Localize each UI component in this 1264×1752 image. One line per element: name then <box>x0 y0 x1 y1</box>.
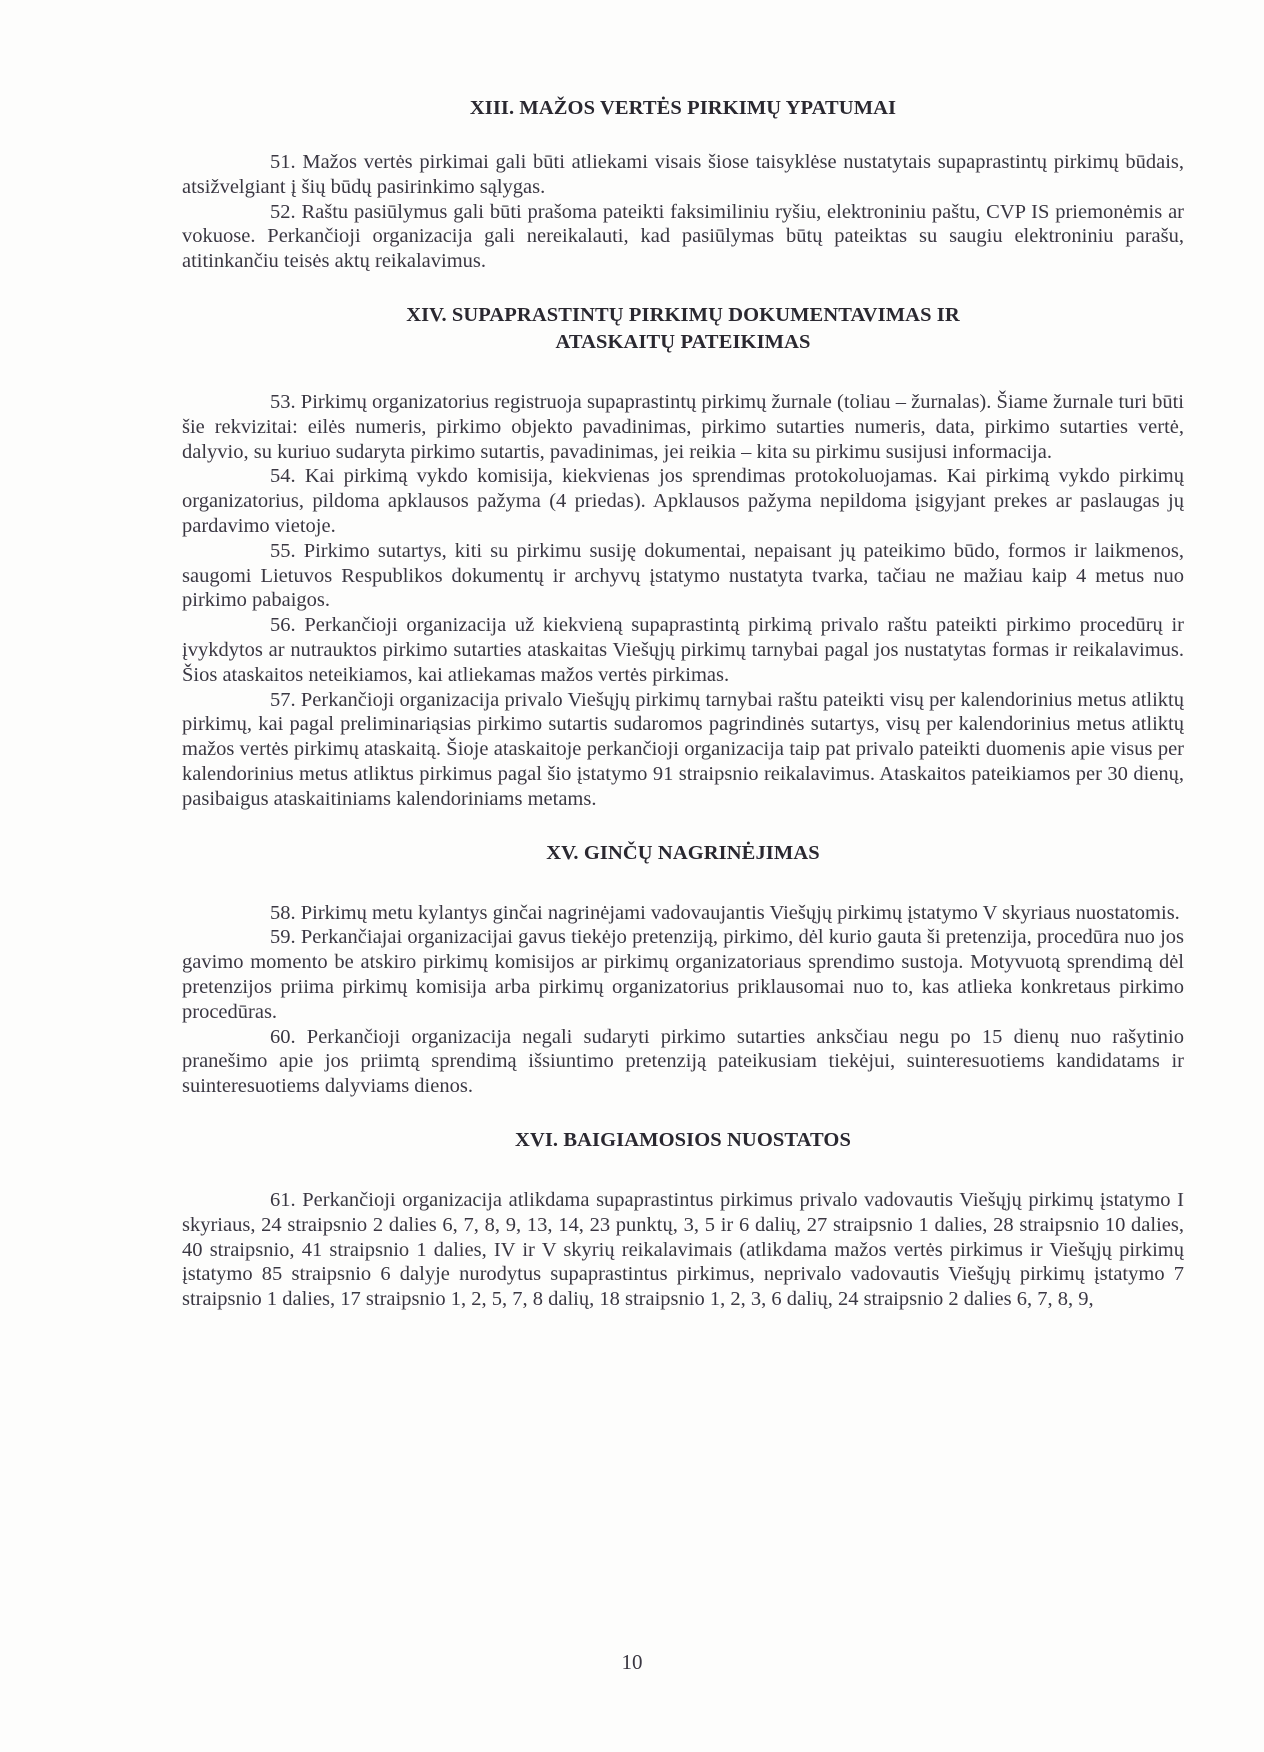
section-heading <box>182 840 1184 867</box>
paragraph-51: 51. Mažos vertės pirkimai gali būti atliekami visais šiose taisyklėse nustatytais supaprastintų pirkimų būdais, atsižvelgiant į šių būdų pasirinkimo sąlygas. <box>182 151 1184 198</box>
heading-line: XV. GINČŲ NAGRINĖJIMAS <box>546 841 820 864</box>
paragraph-56: 56. Perkančioji organizacija už kiekvieną supaprastintą pirkimą privalo raštu pateikti pirkimo procedūrų ir įvykdytos ar nutrauktos pirkimo sutarties ataskaitas Viešųjų pirkimų tarnybai pagal jos nustatytas formas ir reikalavimus. Šios ataskaitos neteikiamos, kai atliekamas mažos vertės pirkimas. <box>182 614 1184 686</box>
section-xvi <box>182 1127 1184 1312</box>
paragraph-58: 58. Pirkimų metu kylantys ginčai nagrinėjami vadovaujantis Viešųjų pirkimų įstatymo V skyriaus nuostatomis. <box>270 901 1180 924</box>
section-heading <box>182 302 1184 356</box>
paragraph-59: 59. Perkančiajai organizacijai gavus tiekėjo pretenziją, pirkimo, dėl kurio gauta ši pretenzija, procedūra nuo jos gavimo momento be atskiro pirkimų komisijos ar pirkimų organizatoriaus sprendimo sustoja. Motyvuotą sprendimą dėl pretenzijos priima pirkimų komisija arba pirkimų organizatorius priklausomai nuo to, kas atlieka konkretaus pirkimo procedūras. <box>182 926 1184 1023</box>
paragraph-60: 60. Perkančioji organizacija negali sudaryti pirkimo sutarties anksčiau negu po 15 dienų nuo rašytinio pranešimo apie jos priimtą sprendimą išsiuntimo pretenziją pateikusiam tiekėjui, suinteresuotiems kandidatams ir suinteresuotiems dalyviams dienos. <box>182 1025 1184 1098</box>
paragraph-55: 55. Pirkimo sutartys, kiti su pirkimu susiję dokumentai, nepaisant jų pateikimo būdo, formos ir laikmenos, saugomi Lietuvos Respublikos dokumentų ir archyvų įstatymo nustatyta tvarka, tačiau ne mažiau kaip 4 metus nuo pirkimo pabaigos. <box>182 539 1184 612</box>
section-xv <box>182 840 1184 1099</box>
heading-line: XIV. SUPAPRASTINTŲ PIRKIMŲ DOKUMENTAVIMAS IR <box>406 303 960 326</box>
heading-line: XIII. MAŽOS VERTĖS PIRKIMŲ YPATUMAI <box>469 97 897 119</box>
document-page <box>182 95 1184 1312</box>
section-heading <box>182 1127 1184 1154</box>
paragraph-52: 52. Raštu pasiūlymus gali būti prašoma pateikti faksimiliniu ryšiu, elektroniniu paštu, CVP IS priemonėmis ar vokuose. Perkančioji organizacija gali nereikalauti, kad pasiūlymas būtų pateiktas su saugiu elektroniniu parašu, atitinkančiu teisės aktų reikalavimus. <box>182 200 1184 273</box>
section-heading <box>182 95 1184 122</box>
heading-line: ATASKAITŲ PATEIKIMAS <box>555 330 811 353</box>
paragraph-61: 61. Perkančioji organizacija atlikdama supaprastintus pirkimus privalo vadovautis Viešųjų pirkimų įstatymo I skyriaus, 24 straipsnio 2 dalies 6, 7, 8, 9, 13, 14, 23 punktų, 3, 5 ir 6 dalių, 27 straipsnio 1 dalies, 28 straipsnio 10 dalies, 40 straipsnio, 41 straipsnio 1 dalies, IV ir V skyrių reikalavimais (atlikdama mažos vertės pirkimus ir Viešųjų pirkimų įstatymo 85 straipsnio 6 dalyje nurodytus supaprastintus pirkimus, neprivalo vadovautis Viešųjų pirkimų įstatymo 7 straipsnio 1 dalies, 17 straipsnio 1, 2, 5, 7, 8 dalių, 18 straipsnio 1, 2, 3, 6 dalių, 24 straipsnio 2 dalies 6, 7, 8, 9, <box>182 1188 1184 1311</box>
section-xiii <box>182 95 1184 274</box>
paragraph-54: 54. Kai pirkimą vykdo komisija, kiekvienas jos sprendimas protokoluojamas. Kai pirkimą vykdo pirkimų organizatorius, pildoma apklausos pažyma (4 priedas). Apklausos pažyma nepildoma įsigyjant prekes ar paslaugas jų pardavimo vietoje. <box>182 465 1184 537</box>
paragraph-53: 53. Pirkimų organizatorius registruoja supaprastintų pirkimų žurnale (toliau – žurnalas). Šiame žurnale turi būti šie rekvizitai: eilės numeris, pirkimo objekto pavadinimas, pirkimo sutarties numeris, data, pirkimo sutarties vertė, dalyvio, su kuriuo sudaryta pirkimo sutartis, pavadinimas, jei reikia – kita su pirkimu susijusi informacija. <box>182 390 1184 463</box>
heading-line: XVI. BAIGIAMOSIOS NUOSTATOS <box>515 1128 851 1151</box>
page-number: 10 <box>621 1650 643 1674</box>
paragraph-57: 57. Perkančioji organizacija privalo Viešųjų pirkimų tarnybai raštu pateikti visų per kalendorinius metus atliktų pirkimų, kai pagal preliminariąsias pirkimo sutartis sudaromos pagrindinės sutartys, visų per kalendorinius metus atliktų mažos vertės pirkimų ataskaitą. Šioje ataskaitoje perkančioji organizacija taip pat privalo pateikti duomenis apie visus per kalendorinius metus atliktus pirkimus pagal šio įstatymo 91 straipsnio reikalavimus. Ataskaitos pateikiamos per 30 dienų, pasibaigus ataskaitiniams kalendoriniams metams. <box>182 688 1184 810</box>
section-xiv <box>182 302 1184 812</box>
